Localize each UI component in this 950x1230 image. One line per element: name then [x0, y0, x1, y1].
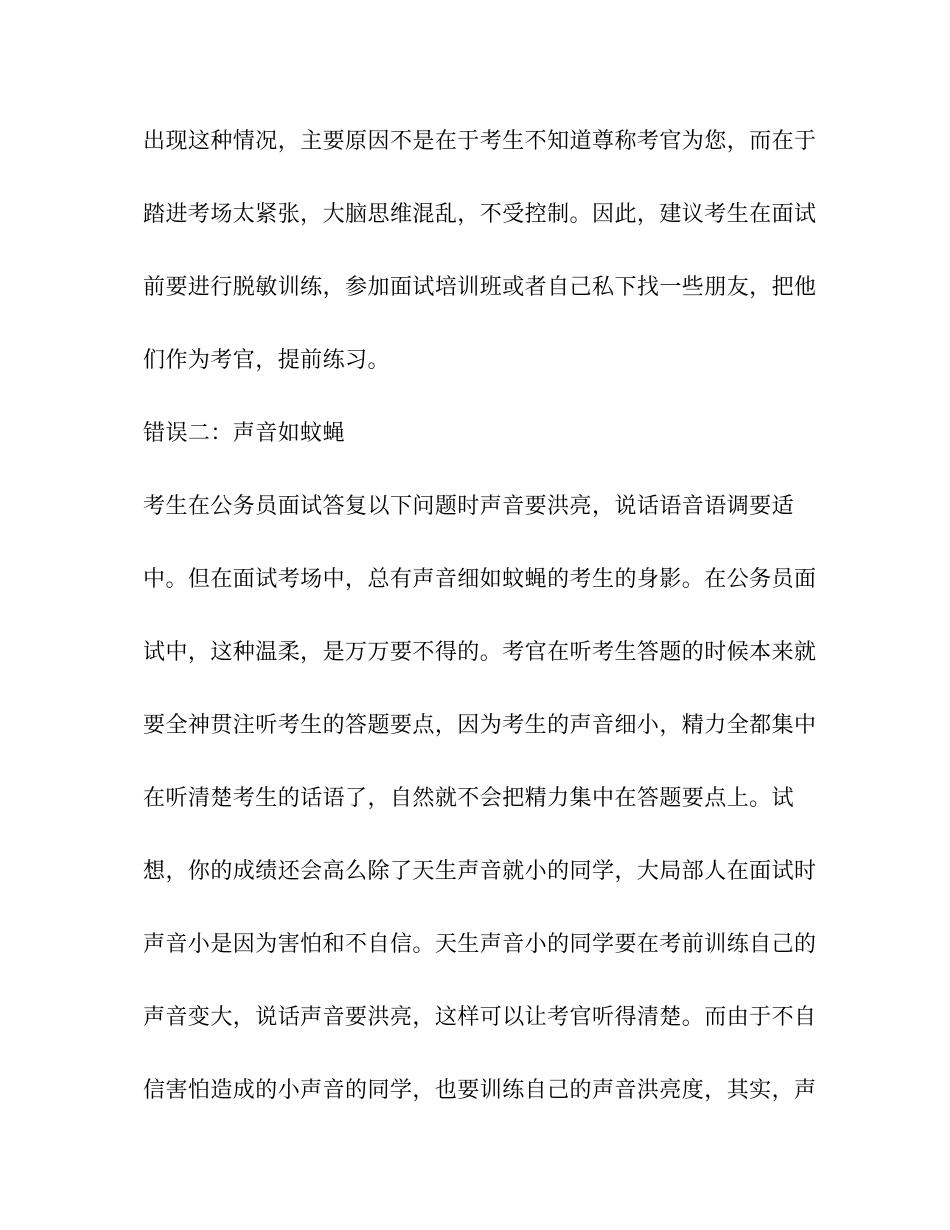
paragraph-line: 们作为考官，提前练习。 [143, 348, 390, 373]
paragraph-line: 声音小是因为害怕和不自信。天生声音小的同学要在考前训练自己的 [143, 932, 817, 957]
paragraph-line: 中。但在面试考场中，总有声音细如蚊蝇的考生的身影。在公务员面 [143, 567, 817, 592]
paragraph-line: 声音变大，说话声音要洪亮，这样可以让考官听得清楚。而由于不自 [143, 1005, 817, 1030]
paragraph-line: 前要进行脱敏训练，参加面试培训班或者自己私下找一些朋友，把他 [143, 275, 817, 300]
paragraph-line: 信害怕造成的小声音的同学，也要训练自己的声音洪亮度，其实，声 [143, 1078, 817, 1103]
section-heading: 错误二：声音如蚊蝇 [143, 421, 346, 446]
paragraph-line: 在听清楚考生的话语了，自然就不会把精力集中在答题要点上。试 [143, 786, 795, 811]
paragraph-line: 考生在公务员面试答复以下问题时声音要洪亮，说话语音语调要适 [143, 494, 795, 519]
paragraph-line: 试中，这种温柔，是万万要不得的。考官在听考生答题的时候本来就 [143, 640, 817, 665]
paragraph-line: 要全神贯注听考生的答题要点，因为考生的声音细小，精力全都集中 [143, 713, 817, 738]
paragraph-line: 出现这种情况，主要原因不是在于考生不知道尊称考官为您，而在于 [143, 129, 817, 154]
paragraph-line: 踏进考场太紧张，大脑思维混乱，不受控制。因此，建议考生在面试 [143, 202, 817, 227]
paragraph-line: 想，你的成绩还会高么除了天生声音就小的同学，大局部人在面试时 [143, 859, 817, 884]
